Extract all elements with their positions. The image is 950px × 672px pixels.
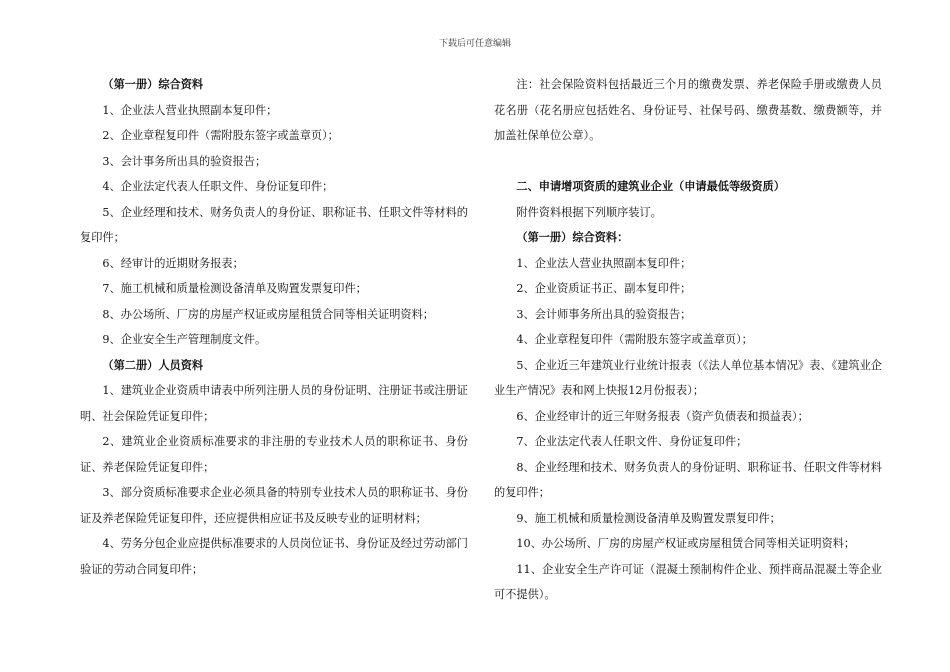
- list-item: 6、经审计的近期财务报表；: [102, 256, 244, 270]
- list-item: 4、劳务分包企业应提供标准要求的人员岗位证书、身份证及经过劳动部门验证的劳动合同复印件；: [80, 537, 468, 576]
- list-item: 6、企业经审计的近三年财务报表（资产负债表和损益表）；: [516, 409, 809, 423]
- list-item: 9、施工机械和质量检测设备清单及购置发票复印件；: [516, 511, 781, 525]
- list-item: 1、企业法人营业执照副本复印件；: [516, 256, 692, 270]
- list-item: 1、建筑业企业资质申请表中所列注册人员的身份证明、注册证书或注册证明、社会保险凭证复印件；: [80, 384, 468, 423]
- list-item: 11、企业安全生产许可证（混凝土预制构件企业、预拌商品混凝土等企业可不提供）。: [494, 562, 882, 601]
- list-item: 5、企业经理和技术、财务负责人的身份证、职称证书、任职文件等材料的复印件；: [80, 205, 468, 244]
- list-item: 4、企业法定代表人任职文件、身份证复印件；: [102, 180, 334, 193]
- list-item: 1、企业法人营业执照副本复印件；: [102, 103, 278, 117]
- list-item: 2、企业章程复印件（需附股东签字或盖章页）；: [102, 129, 339, 142]
- list-item: 2、建筑业企业资质标准要求的非注册的专业技术人员的职称证书、身份证、养老保险凭证复印件；: [80, 435, 468, 474]
- list-item: 3、会计事务所出具的验资报告；: [102, 154, 267, 168]
- list-item: 10、办公场所、厂房的房屋产权证或房屋租赁合同等相关证明资料；: [516, 537, 856, 550]
- section-title: 二、申请增项资质的建筑业企业（申请最低等级资质）: [516, 179, 785, 193]
- list-item: 5、企业近三年建筑业行业统计报表（《法人单位基本情况》表、《建筑业企业生产情况》表和网上快报12月份报表）；: [494, 358, 882, 397]
- volume2-title: （第二册）人员资料: [102, 357, 204, 372]
- list-item: 9、企业安全生产管理制度文件。: [102, 333, 267, 346]
- volume1-title: （第一册）综合资料: [102, 77, 204, 91]
- social-insurance-note: 注：社会保险资料包括最近三个月的缴费发票、养老保险手册或缴费人员花名册（花名册应包括姓名、身份证号、社保号码、缴费基数、缴费额等，并加盖社保单位公章）。: [494, 78, 882, 142]
- volume1-title: （第一册）综合资料：: [516, 230, 629, 244]
- list-item: 3、会计师事务所出具的验资报告；: [516, 307, 692, 321]
- page-header: 下载后可任意编辑: [438, 39, 511, 49]
- list-item: 8、企业经理和技术、财务负责人的身份证明、职称证书、任职文件等材料的复印件；: [494, 460, 882, 499]
- list-item: 8、办公场所、厂房的房屋产权证或房屋租赁合同等相关证明资料；: [102, 307, 434, 321]
- left-column: [80, 72, 468, 582]
- section-intro: 附件资料根据下列顺序装订。: [516, 205, 662, 219]
- list-item: 4、企业章程复印件（需附股东签字或盖章页）；: [516, 333, 753, 346]
- spacer: [494, 149, 882, 175]
- list-item: 2、企业资质证书正、副本复印件；: [516, 282, 692, 295]
- right-column: [494, 72, 882, 608]
- list-item: 7、企业法定代表人任职文件、身份证复印件；: [516, 435, 748, 448]
- list-item: 3、部分资质标准要求企业必须具备的特别专业技术人员的职称证书、身份证及养老保险凭证复印件，还应提供相应证书及反映专业的证明材料；: [80, 486, 468, 525]
- list-item: 7、施工机械和质量检测设备清单及购置发票复印件；: [102, 282, 367, 295]
